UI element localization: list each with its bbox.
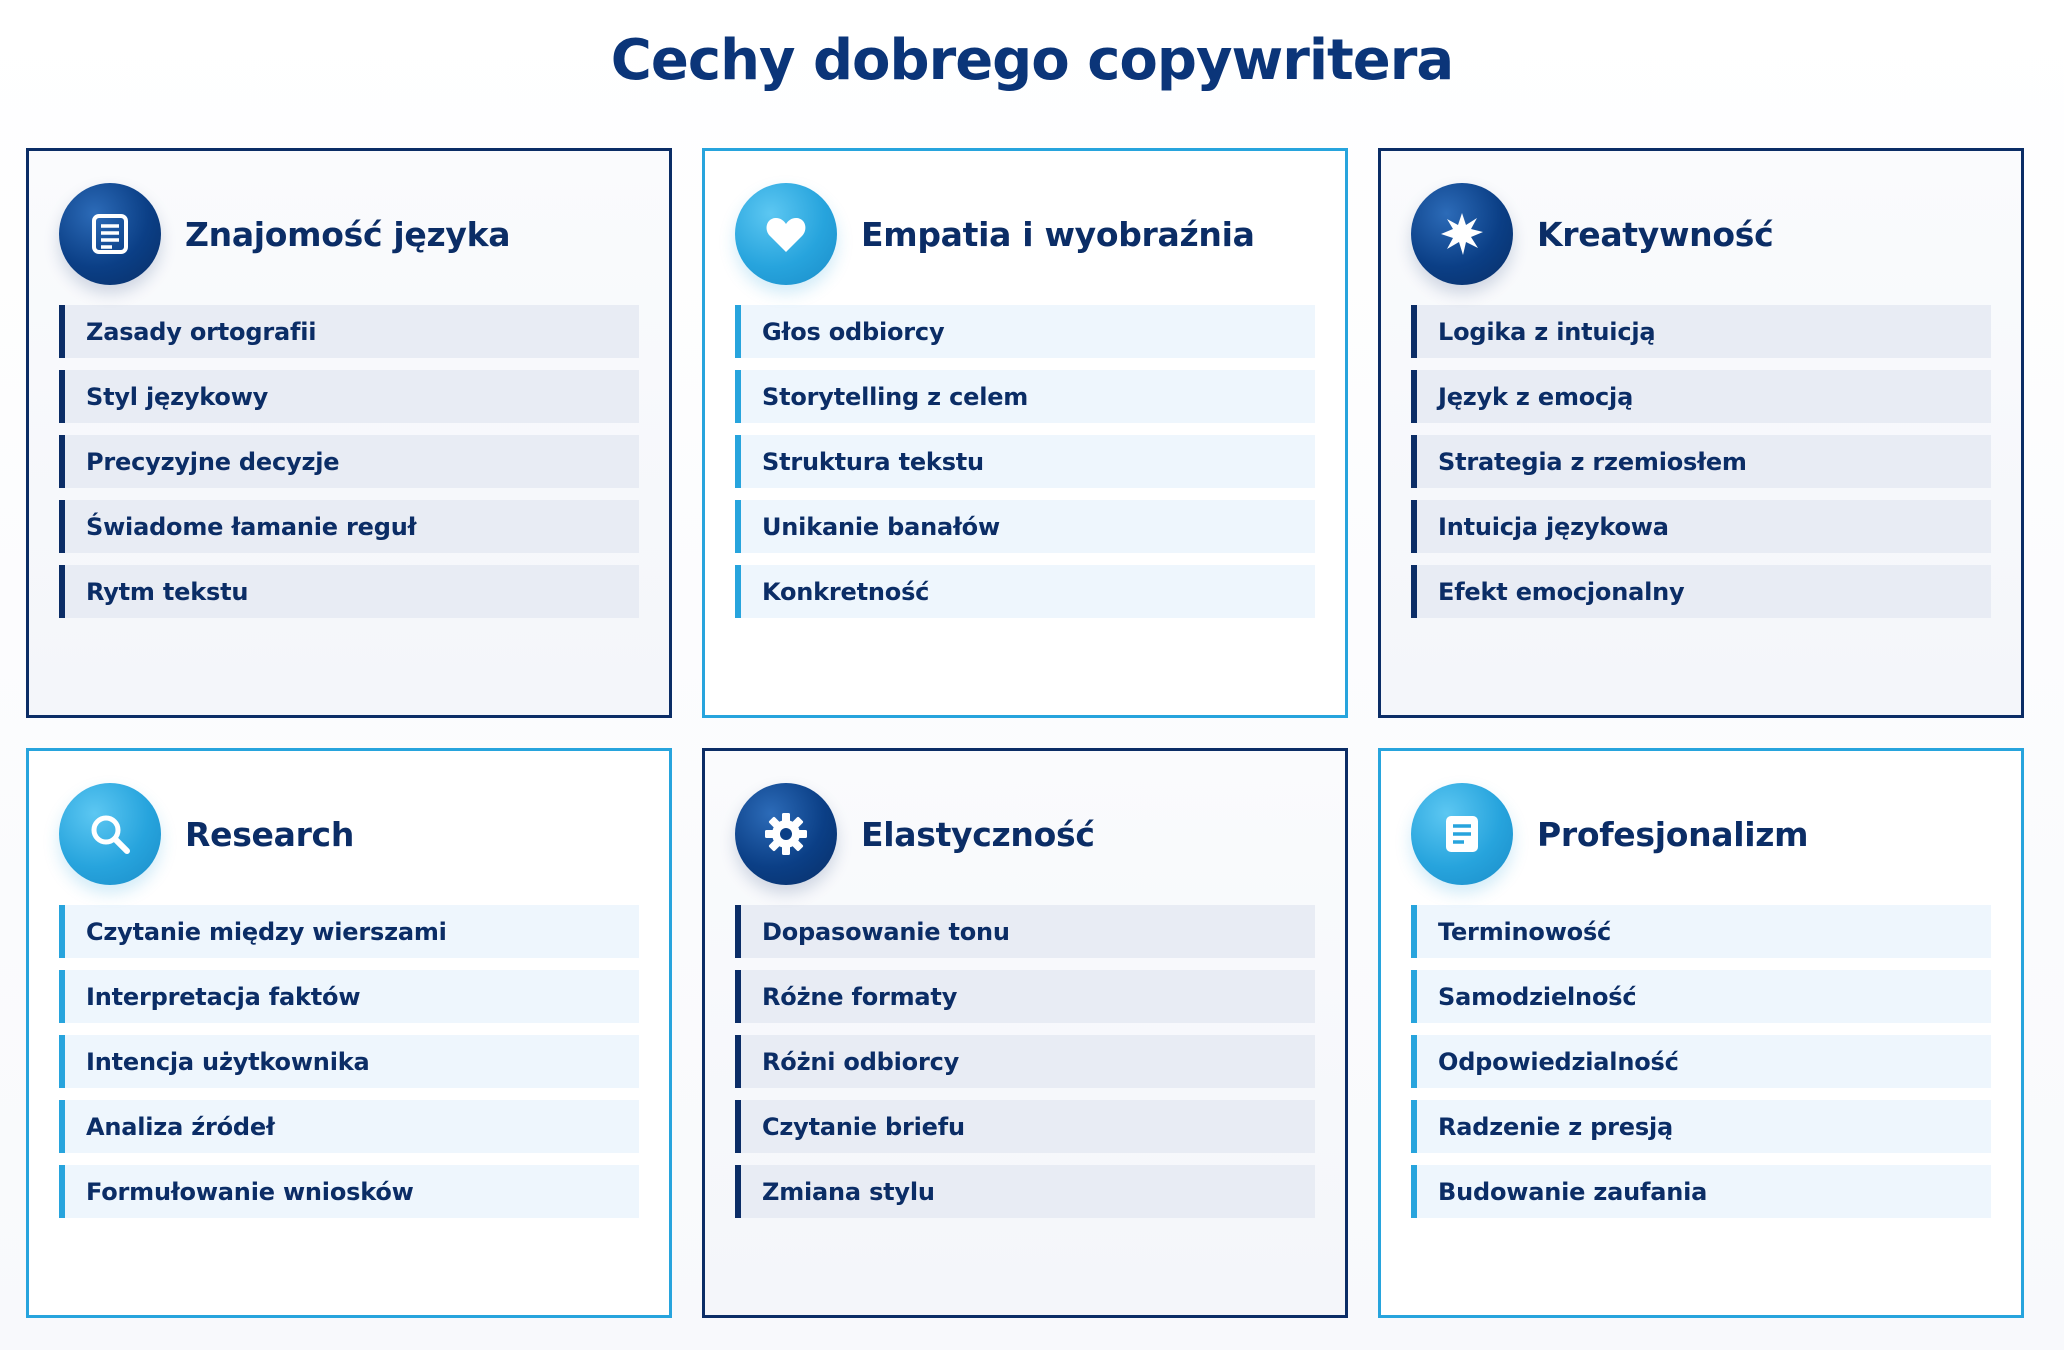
card-title: Empatia i wyobraźnia [861, 214, 1255, 254]
card-title: Elastyczność [861, 814, 1095, 854]
list-item: Styl językowy [59, 370, 639, 423]
list-item: Głos odbiorcy [735, 305, 1315, 358]
list-item: Czytanie między wierszami [59, 905, 639, 958]
list-item: Formułowanie wniosków [59, 1165, 639, 1218]
starburst-icon [1411, 183, 1513, 285]
list-item: Precyzyjne decyzje [59, 435, 639, 488]
trait-list [59, 905, 639, 1218]
list-item: Zasady ortografii [59, 305, 639, 358]
card-language [26, 148, 672, 718]
card-research [26, 748, 672, 1318]
list-item: Samodzielność [1411, 970, 1991, 1023]
card-empathy [702, 148, 1348, 718]
list-item: Storytelling z celem [735, 370, 1315, 423]
card-title: Profesjonalizm [1537, 814, 1809, 854]
list-item: Różne formaty [735, 970, 1315, 1023]
card-header [1411, 783, 1991, 885]
list-item: Język z emocją [1411, 370, 1991, 423]
list-item: Interpretacja faktów [59, 970, 639, 1023]
card-flexibility [702, 748, 1348, 1318]
card-creativity [1378, 148, 2024, 718]
card-title: Research [185, 814, 355, 854]
list-item: Świadome łamanie reguł [59, 500, 639, 553]
list-item: Radzenie z presją [1411, 1100, 1991, 1153]
trait-list [59, 305, 639, 618]
list-item: Konkretność [735, 565, 1315, 618]
list-item: Strategia z rzemiosłem [1411, 435, 1991, 488]
list-item: Różni odbiorcy [735, 1035, 1315, 1088]
list-item: Efekt emocjonalny [1411, 565, 1991, 618]
page-title: Cechy dobrego copywritera [610, 28, 1454, 93]
card-header [59, 183, 639, 285]
search-icon [59, 783, 161, 885]
list-item: Unikanie banałów [735, 500, 1315, 553]
gear-icon [735, 783, 837, 885]
list-item: Czytanie briefu [735, 1100, 1315, 1153]
list-item: Intuicja językowa [1411, 500, 1991, 553]
list-item: Rytm tekstu [59, 565, 639, 618]
list-item: Logika z intuicją [1411, 305, 1991, 358]
card-header [59, 783, 639, 885]
list-item: Terminowość [1411, 905, 1991, 958]
document-icon [1411, 783, 1513, 885]
document-icon [59, 183, 161, 285]
list-item: Dopasowanie tonu [735, 905, 1315, 958]
list-item: Budowanie zaufania [1411, 1165, 1991, 1218]
list-item: Odpowiedzialność [1411, 1035, 1991, 1088]
card-header [735, 183, 1315, 285]
card-professionalism [1378, 748, 2024, 1318]
list-item: Struktura tekstu [735, 435, 1315, 488]
card-title: Kreatywność [1537, 214, 1774, 254]
card-header [735, 783, 1315, 885]
card-header [1411, 183, 1991, 285]
trait-list [735, 305, 1315, 618]
list-item: Zmiana stylu [735, 1165, 1315, 1218]
trait-list [1411, 305, 1991, 618]
trait-list [735, 905, 1315, 1218]
trait-list [1411, 905, 1991, 1218]
heart-icon [735, 183, 837, 285]
list-item: Intencja użytkownika [59, 1035, 639, 1088]
list-item: Analiza źródeł [59, 1100, 639, 1153]
traits-grid [26, 148, 2026, 1318]
card-title: Znajomość języka [185, 214, 511, 254]
